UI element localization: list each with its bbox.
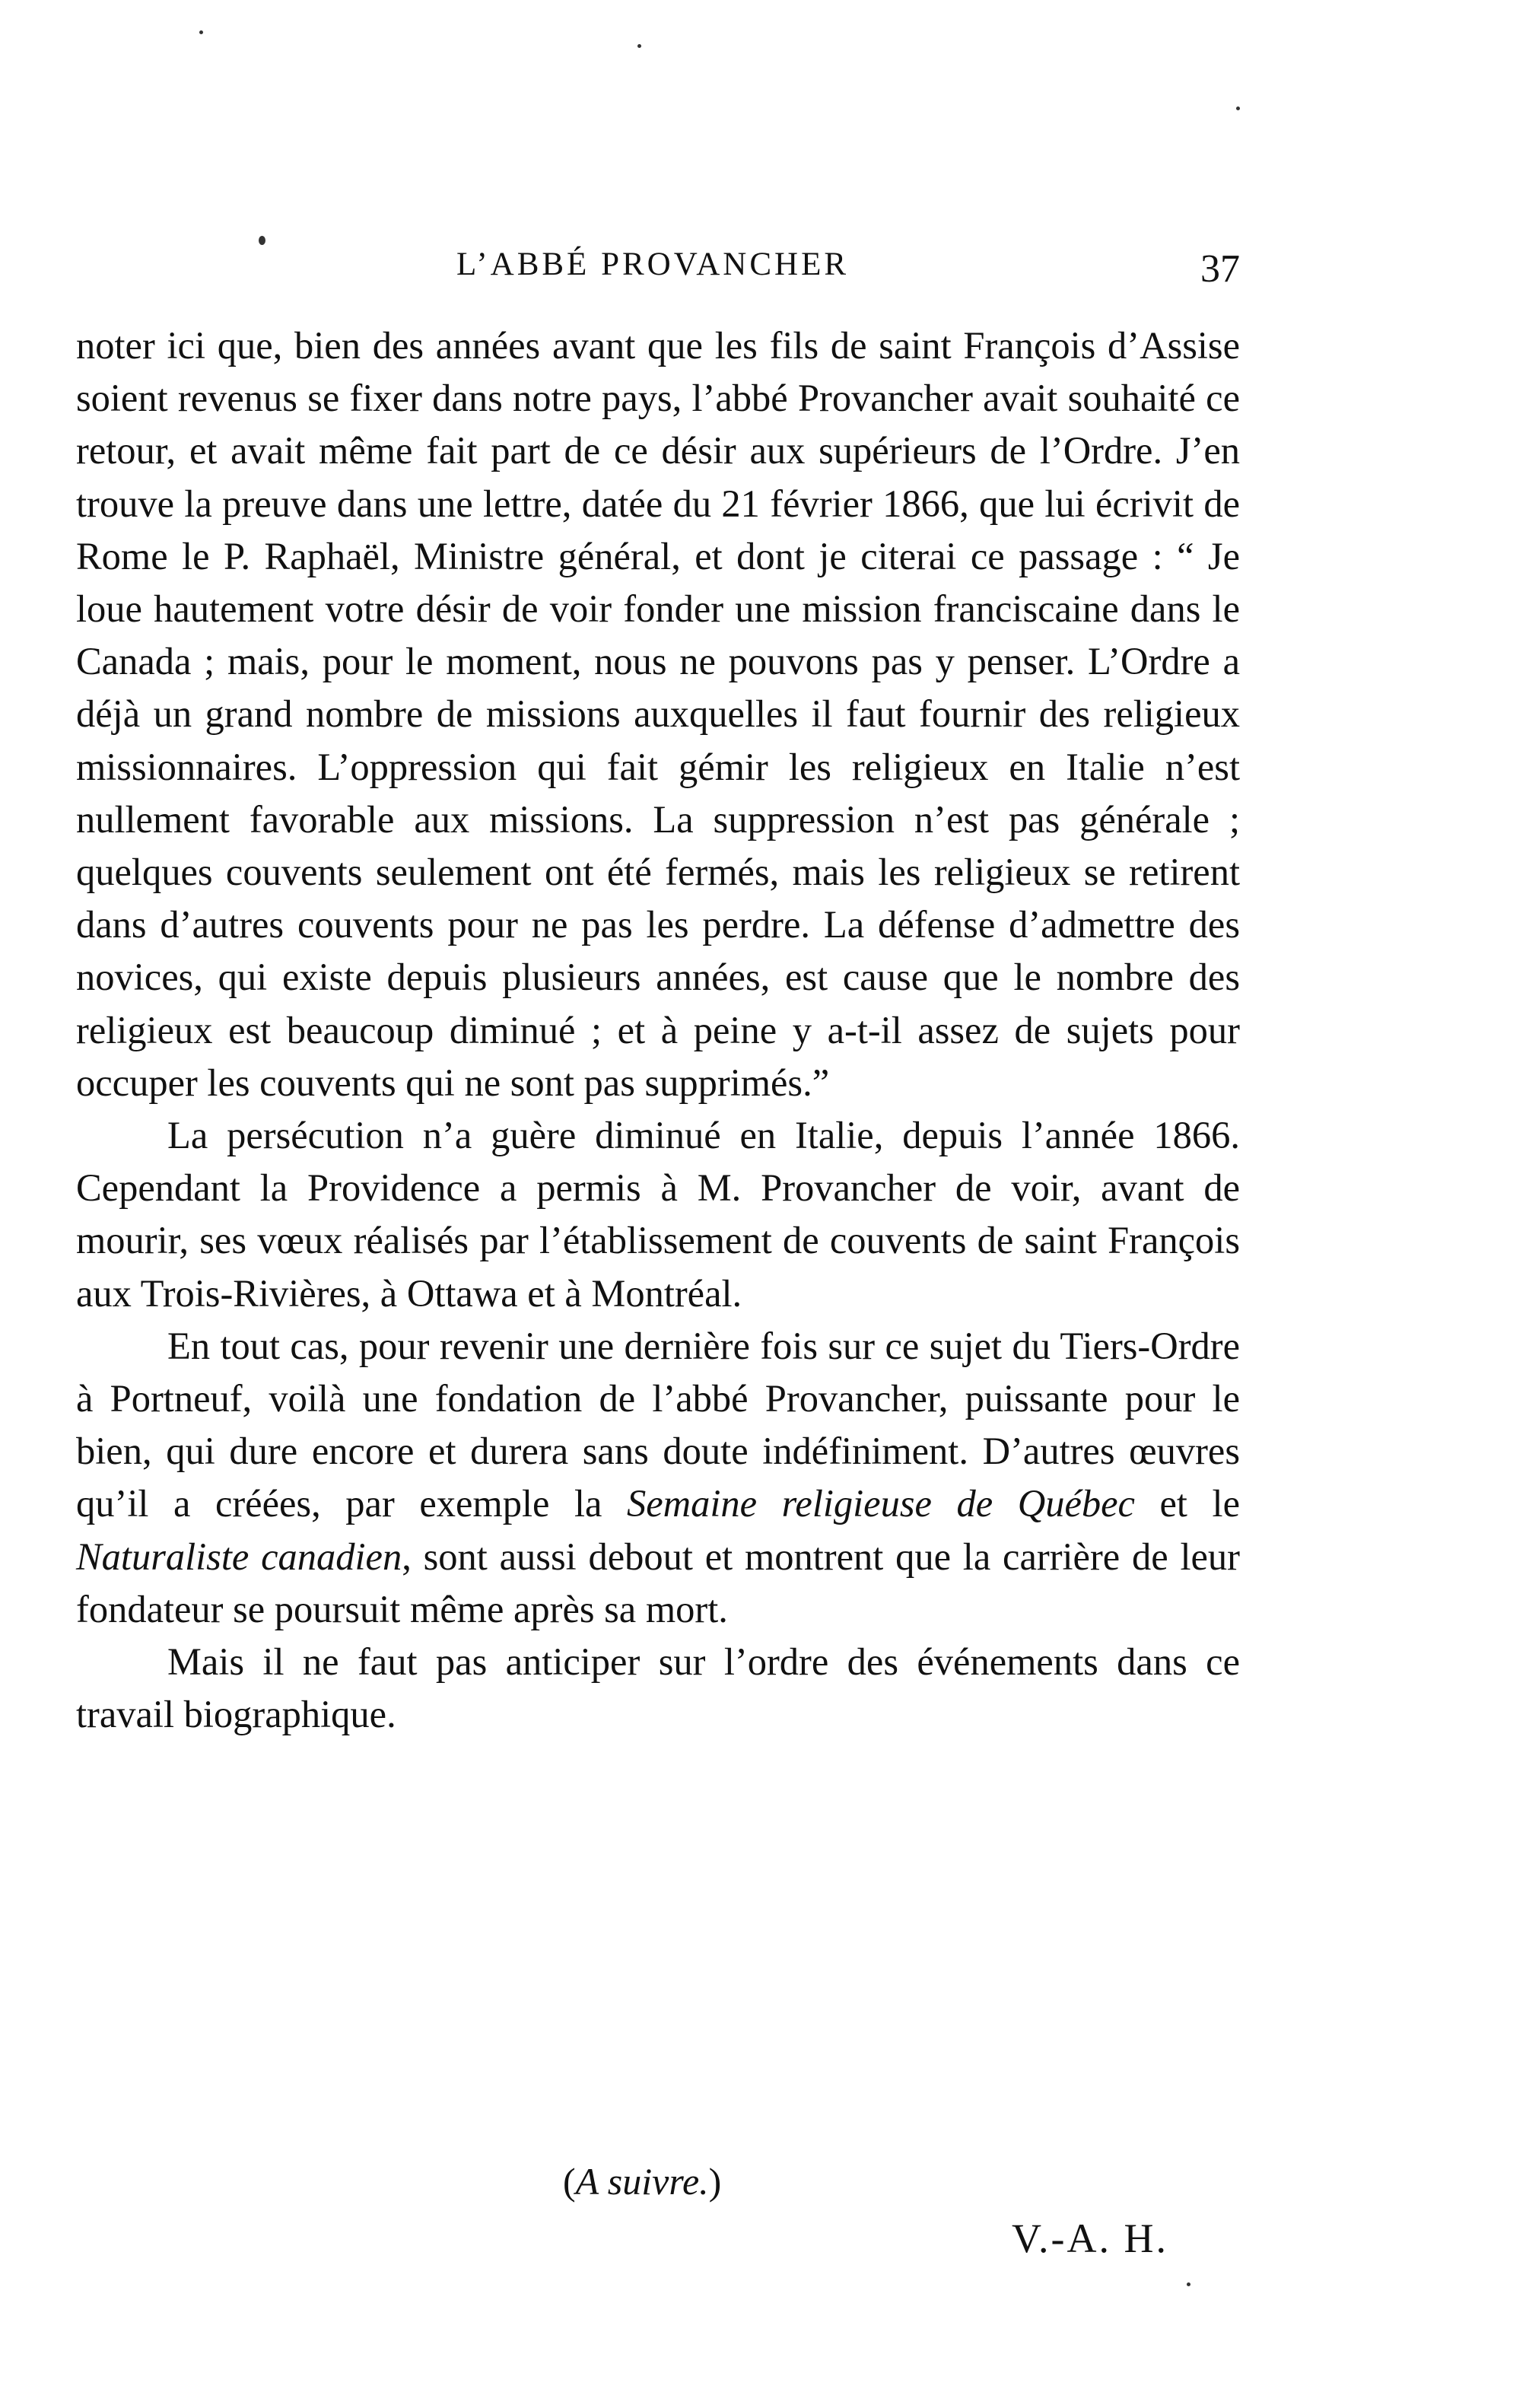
body-text bbox=[76, 320, 1240, 1741]
to-be-continued-text: A suivre. bbox=[575, 2160, 709, 2203]
author-signature: V.-A. H. bbox=[1012, 2216, 1169, 2261]
running-head bbox=[76, 242, 1240, 291]
italic-title-semaine-religieuse: Semaine religieuse de Québec bbox=[626, 1482, 1135, 1525]
paragraph-text: , sont aussi debout et montrent que la carrière de leur fondateur se poursuit même après sa mort. bbox=[76, 1535, 1240, 1630]
paragraph-text: En tout cas, pour revenir une dernière fois sur ce sujet du Tiers-Ordre à Portneuf, voilà une fondation de l’abbé Provancher, puissante pour le bien, qui dure encore et durera sans doute indéfiniment. D’autres œuvres qu’il a créées, par exemple la bbox=[76, 1324, 1240, 1525]
paragraph-text: et le bbox=[1134, 1482, 1240, 1525]
page-number: 37 bbox=[1200, 247, 1240, 291]
ink-speck bbox=[1236, 107, 1240, 110]
ink-speck bbox=[259, 236, 265, 245]
paragraph-closing: Mais il ne faut pas anticiper sur l’ordre des événements dans ce travail biographique. bbox=[76, 1640, 1240, 1736]
close-paren: ) bbox=[708, 2160, 722, 2203]
ink-speck bbox=[1187, 2282, 1190, 2286]
open-paren: ( bbox=[563, 2160, 576, 2203]
paragraph-tiers-ordre bbox=[76, 1320, 1240, 1636]
paragraph-persecution: La persécution n’a guère diminué en Italie, depuis l’année 1866. Cependant la Providence a permis à M. Provancher de voir, avant de mourir, ses vœux réalisés par l’établissement de couvents de saint François aux Trois-Rivières, à Ottawa et à Montréal. bbox=[76, 1114, 1240, 1315]
running-title: L’ABBÉ PROVANCHER bbox=[456, 247, 850, 282]
paragraph-continued: noter ici que, bien des années avant que les fils de saint François d’Assise soient revenus se fixer dans notre pays, l’abbé Provancher avait souhaité ce retour, et avait même fait part de ce désir aux supérieurs de l’Ordre. J’en trouve la preuve dans une lettre, datée du 21 février 1866, que lui écrivit de Rome le P. Raphaël, Ministre général, et dont je citerai ce passage : “ Je loue hautement votre désir de voir fonder une mission franciscaine dans le Canada ; mais, pour le moment, nous ne pouvons pas y penser. L’Ordre a déjà un grand nombre de missions auxquelles il faut fournir des religieux missionnaires. L’oppression qui fait gémir les religieux en Italie n’est nullement favorable aux missions. La suppression n’est pas générale ; quelques couvents seulement ont été fermés, mais les religieux se retirent dans d’autres couvents pour ne pas les perdre. La défense d’admettre des novices, qui existe depuis plusieurs années, est cause que le nombre des religieux est beaucoup diminué ; et à peine y a-t-il assez de sujets pour occuper les couvents qui ne sont pas supprimés.” bbox=[76, 324, 1240, 1104]
ink-speck bbox=[637, 44, 641, 48]
to-be-continued-note bbox=[563, 2155, 721, 2208]
italic-title-naturaliste-canadien: Naturaliste canadien bbox=[76, 1535, 402, 1578]
ink-speck bbox=[199, 30, 203, 34]
